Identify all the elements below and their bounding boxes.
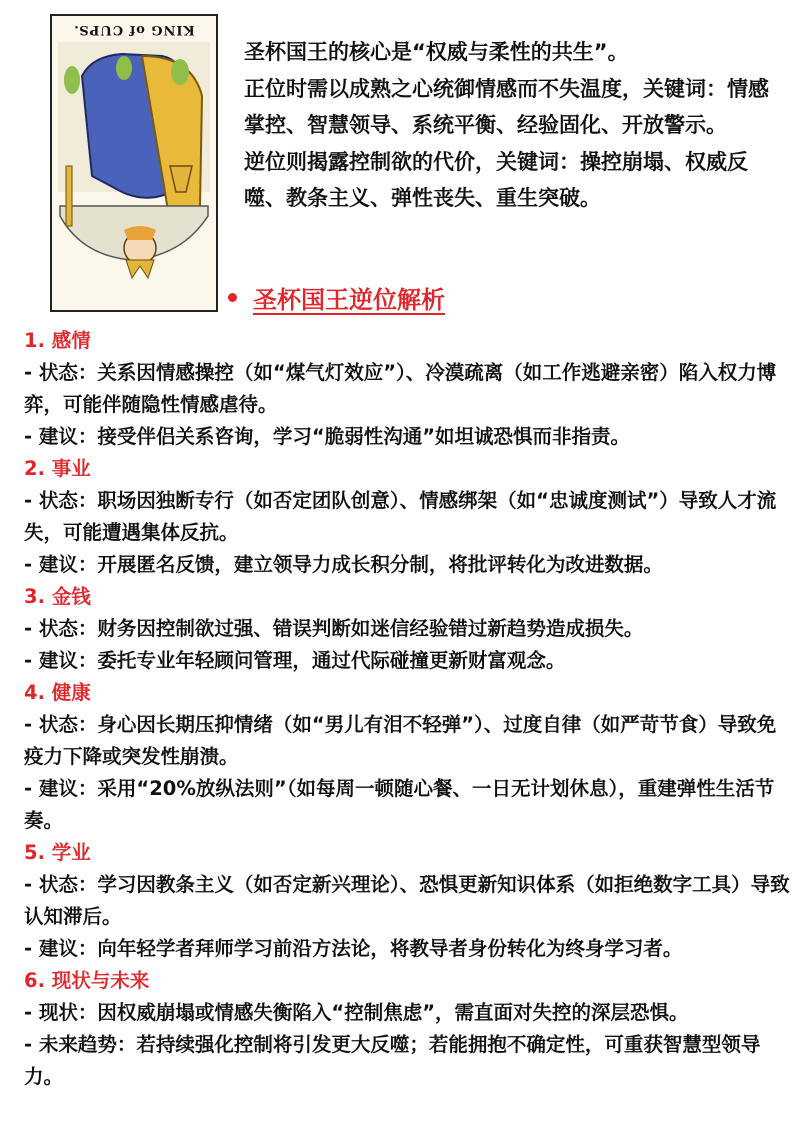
intro-paragraph: 正位时需以成熟之心统御情感而不失温度，关键词：情感掌控、智慧领导、系统平衡、经验固化、开放警示。 [244,76,769,137]
item-line: - 建议：采用“20%放纵法则”（如每周一顿随心餐、一日无计划休息），重建弹性生活节奏。 [24,777,775,832]
item-line: - 现状：因权威崩塌或情感失衡陷入“控制焦虑”，需直面对失控的深层恐惧。 [24,1001,689,1024]
item-line: - 状态：财务因控制欲过强、错误判断如迷信经验错过新趋势造成损失。 [24,617,644,640]
tarot-card-image [50,14,218,312]
list-item [24,581,790,677]
item-line: - 状态：职场因独断专行（如否定团队创意）、情感绑架（如“忠诚度测试”）导致人才流失，可能遭遇集体反抗。 [24,489,777,544]
list-item [24,965,790,1093]
list-item [24,677,790,837]
king-of-cups-reversed-illustration [52,16,216,310]
item-line: - 建议：开展匿名反馈，建立领导力成长积分制，将批评转化为改进数据。 [24,553,663,576]
item-line: - 状态：身心因长期压抑情绪（如“男儿有泪不轻弹”）、过度自律（如严苛节食）导致免疫力下降或突发性崩溃。 [24,713,777,768]
analysis-list [24,325,790,1093]
intro-paragraph: 逆位则揭露控制欲的代价，关键词：操控崩塌、权威反噬、教条主义、弹性丧失、重生突破。 [244,149,748,210]
item-line: - 建议：委托专业年轻顾问管理，通过代际碰撞更新财富观念。 [24,649,566,672]
item-title: 6. 现状与未来 [24,969,150,992]
item-line: - 状态：关系因情感操控（如“煤气灯效应”）、冷漠疏离（如工作逃避亲密）陷入权力博弈，可能伴随隐性情感虐待。 [24,361,777,416]
item-title: 1. 感情 [24,329,91,352]
section-heading [228,280,445,315]
list-item [24,453,790,581]
card-title: KING of CUPS. [73,22,195,37]
list-item [24,837,790,965]
list-item [24,325,790,453]
item-title: 4. 健康 [24,681,91,704]
item-line: - 状态：学习因教条主义（如否定新兴理论）、恐惧更新知识体系（如拒绝数字工具）导致认知滞后。 [24,873,790,928]
item-title: 5. 学业 [24,841,91,864]
intro-paragraph: 圣杯国王的核心是“权威与柔性的共生”。 [244,40,629,64]
item-line: - 建议：向年轻学者拜师学习前沿方法论，将教导者身份转化为终身学习者。 [24,937,683,960]
intro-text [244,34,784,217]
item-line: - 未来趋势：若持续强化控制将引发更大反噬；若能拥抱不确定性，可重获智慧型领导力。 [24,1033,761,1088]
item-line: - 建议：接受伴侣关系咨询，学习“脆弱性沟通”如坦诚恐惧而非指责。 [24,425,631,448]
item-title: 2. 事业 [24,457,91,480]
item-title: 3. 金钱 [24,585,91,608]
bullet-dot-icon [228,293,237,302]
section-heading-text: 圣杯国王逆位解析 [253,286,445,314]
